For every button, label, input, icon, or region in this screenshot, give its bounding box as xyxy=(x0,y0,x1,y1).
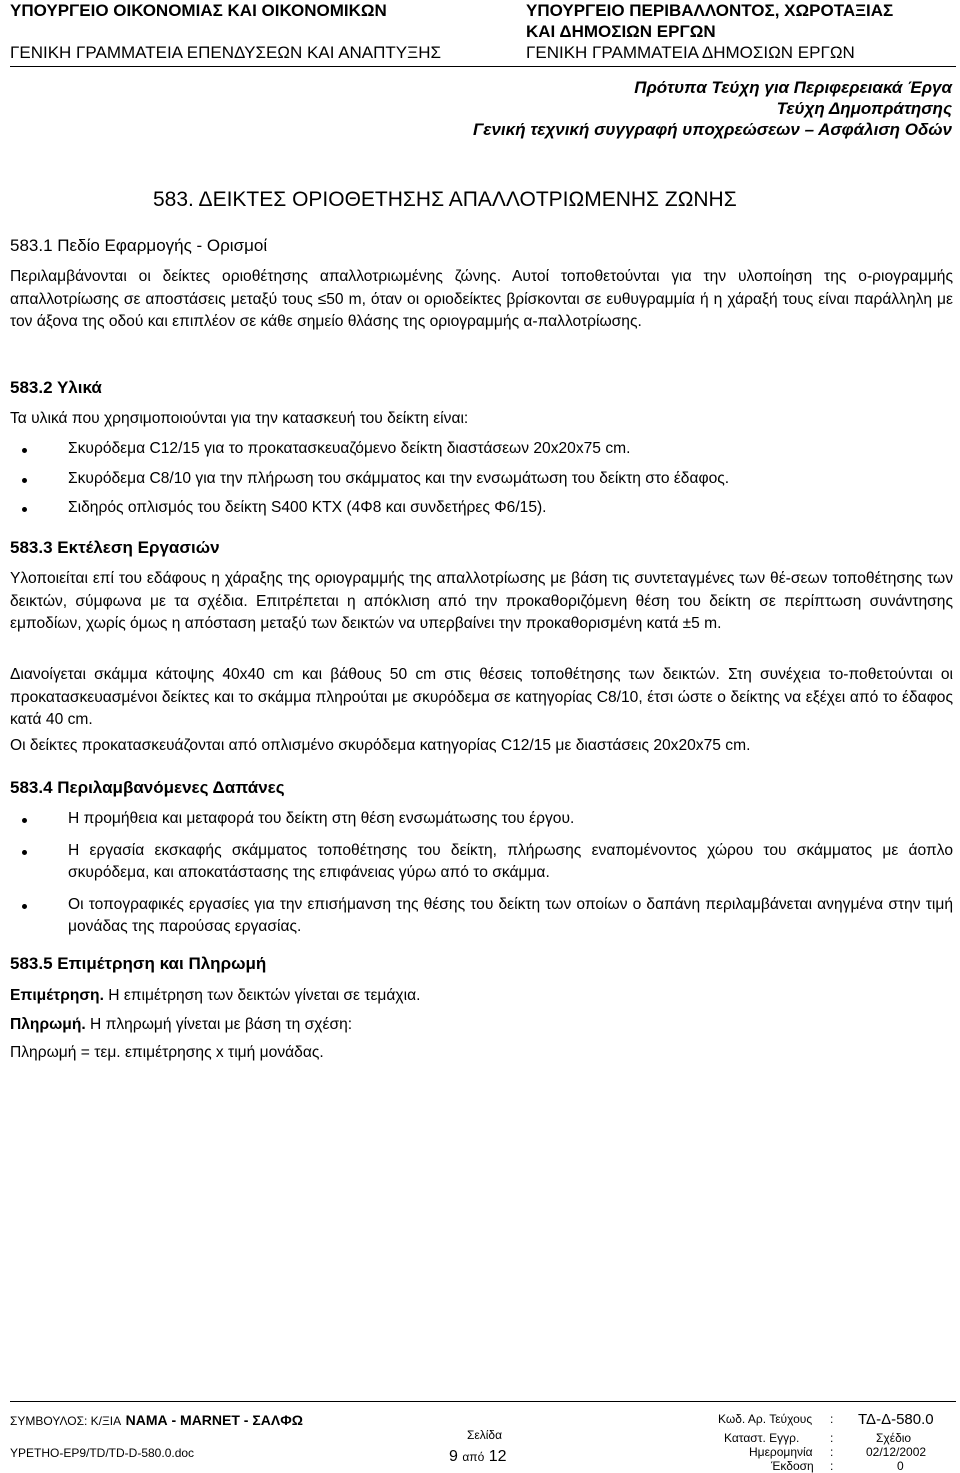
section-583-4-heading: 583.4 Περιλαμβανόμενες Δαπάνες xyxy=(10,778,285,797)
status-value: Σχέδιο xyxy=(876,1431,912,1445)
volume-title: Τεύχη Δημοπράτησης xyxy=(776,99,952,118)
list-item: Η προμήθεια και μεταφορά του δείκτη στη θέση ενσωμάτωσης του έργου. xyxy=(10,808,953,831)
payment-label: Πληρωμή. xyxy=(10,1016,86,1033)
edition-label: Έκδοση xyxy=(771,1459,814,1473)
section-583-2-heading: 583.2 Υλικά xyxy=(10,378,102,397)
section-583-1-heading: 583.1 Πεδίο Εφαρμογής - Ορισμοί xyxy=(10,236,268,255)
advisor-line xyxy=(10,1412,303,1430)
date-label: Ημερομηνία xyxy=(749,1445,813,1459)
measurement-text: Η επιμέτρηση των δεικτών γίνεται σε τεμάχια. xyxy=(103,987,421,1004)
section-583-3-paragraph-2: Διανοίγεται σκάμμα κάτοψης 40x40 cm και βάθους 50 cm στις θέσεις τοποθέτησης των δεικτών. Στη συνέχεια το-ποθετούνται οι προκατασκευασμένοι δείκτες και το σκάμμα πληρούται με σκυρόδεμα σε κατηγορίας C8/10, έτσι ώστε ο δείκτης να εξέχει από το έδαφος κατά 40 cm. xyxy=(10,666,953,728)
page-label: Σελίδα xyxy=(467,1428,503,1442)
series-title: Πρότυπα Τεύχη για Περιφερειακά Έργα xyxy=(634,78,952,97)
payment-line xyxy=(10,1014,953,1037)
costs-list xyxy=(10,808,953,939)
section-583-5-heading: 583.5 Επιμέτρηση και Πληρωμή xyxy=(10,954,267,973)
code-label: Κωδ. Αρ. Τεύχους xyxy=(718,1412,813,1426)
status-label: Καταστ. Εγγρ. xyxy=(724,1431,800,1445)
list-item: Σκυρόδεμα C12/15 για το προκατασκευαζόμενο δείκτη διαστάσεων 20x20x75 cm. xyxy=(10,438,953,461)
code-value: ΤΔ-Δ-580.0 xyxy=(858,1411,934,1428)
measurement-label: Επιμέτρηση. xyxy=(10,987,104,1004)
section-583-3-heading: 583.3 Εκτέλεση Εργασιών xyxy=(10,538,220,557)
bullet-icon xyxy=(22,818,27,823)
list-item: Σιδηρός οπλισμός του δείκτη S400 ΚΤΧ (4Φ8 και συνδετήρες Φ6/15). xyxy=(10,497,953,520)
section-583-3-paragraph-3: Οι δείκτες προκατασκευάζονται από οπλισμένο σκυρόδεμα κατηγορίας C12/15 με διαστάσεις 20x20x75 cm. xyxy=(10,737,751,754)
date-value: 02/12/2002 xyxy=(866,1445,927,1459)
payment-text: Η πληρωμή γίνεται με βάση τη σχέση: xyxy=(85,1016,353,1033)
advisor-name: ΝΑΜΑ - ΜΑRΝΕΤ - ΣΑΛΦΩ xyxy=(125,1412,303,1428)
bullet-icon xyxy=(22,448,27,453)
secretariat-left: ΓΕΝΙΚΗ ΓΡΑΜΜΑΤΕΙΑ ΕΠΕΝΔΥΣΕΩΝ ΚΑΙ ΑΝΑΠΤΥΞΗΣ xyxy=(10,43,441,62)
section-583-2-intro: Τα υλικά που χρησιμοποιούνται για την κατασκευή του δείκτη είναι: xyxy=(10,410,469,427)
section-583-3-paragraph-1: Υλοποιείται επί του εδάφους η χάραξης της οριογραμμής της απαλλοτρίωσης με βάση τις συντεταγμένες των θέ-σεων τοποθέτησης των δεικτών, σύμφωνα με τα σχέδια. Επιτρέπεται η απόκλιση από την προκαθοριζόμενη θέση του δείκτη σε περίπτωση συνάντησης εμποδίων, χωρίς όμως η απόσταση μεταξύ των δεικτών να υπερβαίνει την προκαθορισμένη κατά ±5 m. xyxy=(10,570,953,632)
ministry-right-title-line2: ΚΑΙ ΔΗΜΟΣΙΩΝ ΕΡΓΩΝ xyxy=(526,22,716,41)
header-divider xyxy=(10,66,956,67)
chapter-title: 583. ΔΕΙΚΤΕΣ ΟΡΙΟΘΕΤΗΣΗΣ ΑΠΑΛΛΟΤΡΙΩΜΕΝΗΣ ΖΩΝΗΣ xyxy=(153,188,737,211)
ministry-right-title: ΥΠΟΥΡΓΕΙΟ ΠΕΡΙΒΑΛΛΟΝΤΟΣ, ΧΩΡΟΤΑΞΙΑΣ xyxy=(526,1,894,20)
bullet-icon xyxy=(22,904,27,909)
page-number: 9 από 12 xyxy=(449,1448,507,1465)
advisor-label: ΣΥΜΒΟΥΛΟΣ: Κ/ΞΙΑ xyxy=(10,1414,122,1428)
bullet-icon xyxy=(22,478,27,483)
footer-divider xyxy=(10,1401,956,1402)
ministry-left-title: ΥΠΟΥΡΓΕΙΟ ΟΙΚΟΝΟΜΙΑΣ ΚΑΙ ΟΙΚΟΝΟΜΙΚΩΝ xyxy=(10,1,387,20)
bullet-icon xyxy=(22,850,27,855)
list-item: Οι τοπογραφικές εργασίες για την επισήμανση της θέσης του δείκτη των οποίων ο δαπάνη περιλαμβάνεται ανηγμένα στην τιμή μονάδας της παρούσας εργασίας. xyxy=(10,894,953,939)
file-name: YPETHO-EP9/TD/TD-D-580.0.doc xyxy=(10,1446,195,1460)
payment-formula: Πληρωμή = τεμ. επιμέτρησης x τιμή μονάδας. xyxy=(10,1044,324,1061)
bullet-icon xyxy=(22,507,27,512)
date-separator: : xyxy=(830,1445,834,1459)
secretariat-right: ΓΕΝΙΚΗ ΓΡΑΜΜΑΤΕΙΑ ΔΗΜΟΣΙΩΝ ΕΡΓΩΝ xyxy=(526,43,855,62)
materials-list xyxy=(10,438,953,520)
edition-value: 0 xyxy=(897,1459,904,1473)
list-item: Η εργασία εκσκαφής σκάμματος τοποθέτησης του δείκτη, πλήρωσης εναπομένοντος χώρου του σκάμματος με άοπλο σκυρόδεμα, και αποκατάστασης της επιφάνειας γύρω από το σκάμμα. xyxy=(10,840,953,885)
code-separator: : xyxy=(830,1412,834,1426)
list-item: Σκυρόδεμα C8/10 για την πλήρωση του σκάμματος και την ενσωμάτωση του δείκτη στο έδαφος. xyxy=(10,468,953,491)
section-583-1-paragraph: Περιλαμβάνονται οι δείκτες οριοθέτησης απαλλοτριωμένης ζώνης. Αυτοί τοποθετούνται για την υλοποίηση της ο-ριογραμμής απαλλοτρίωσης σε αποστάσεις μεταξύ τους ≤50 m, όταν οι οριοδείκτες βρίσκονται σε ευθυγραμμία ή η χάραξή τους είναι παράλληλη με τον άξονα της οδού και επιπλέον σε κάθε σημείο θλάσης της οριογραμμής α-παλλοτρίωσης. xyxy=(10,268,953,330)
status-separator: : xyxy=(830,1431,834,1445)
document-subject: Γενική τεχνική συγγραφή υποχρεώσεων – Ασφάλιση Οδών xyxy=(472,120,952,139)
measurement-line xyxy=(10,985,953,1008)
edition-separator: : xyxy=(830,1459,834,1473)
